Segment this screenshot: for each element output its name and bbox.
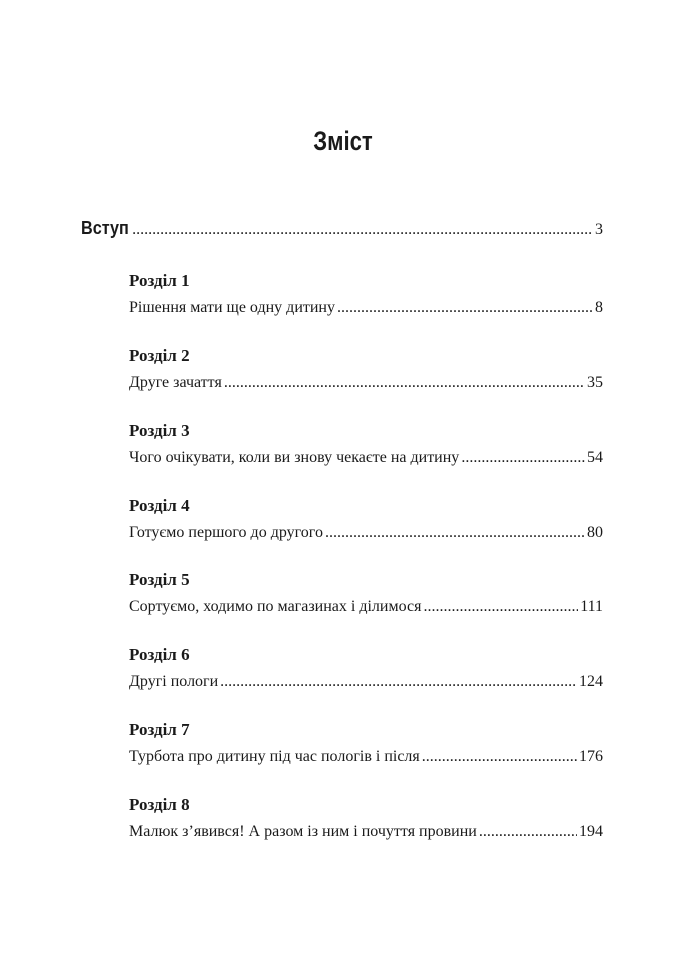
chapter-heading: Розділ 3 — [129, 421, 190, 440]
toc-leader-dots — [461, 448, 585, 468]
toc-entry — [129, 448, 603, 468]
chapter-heading: Розділ 6 — [129, 645, 190, 664]
chapter-heading: Розділ 4 — [129, 496, 190, 515]
toc-leader-dots — [337, 298, 593, 318]
toc-chapter-4 — [129, 496, 603, 543]
toc-leader-dots — [220, 672, 577, 692]
toc-chapter-3 — [129, 421, 603, 468]
chapter-heading: Розділ 5 — [129, 570, 190, 589]
toc-page-number: 35 — [587, 374, 603, 391]
toc-chapter-8 — [129, 795, 603, 842]
toc-entry — [129, 747, 603, 767]
toc-entry — [129, 822, 603, 842]
toc-page-number: 111 — [580, 598, 603, 615]
toc-page-number: 8 — [595, 299, 603, 316]
page-title: Зміст — [313, 126, 373, 156]
toc-leader-dots — [224, 373, 585, 393]
chapter-title: Турбота про дитину під час пологів і після — [129, 748, 420, 765]
toc-entry — [129, 597, 603, 617]
toc-entry — [129, 373, 603, 393]
chapter-title: Друге зачаття — [129, 374, 222, 391]
toc-page-number: 194 — [579, 823, 603, 840]
toc-entry-intro — [81, 218, 603, 239]
toc-entry — [129, 672, 603, 692]
chapter-title: Другі пологи — [129, 673, 219, 690]
toc-leader-dots — [423, 597, 578, 617]
toc-page-number: 80 — [587, 524, 603, 541]
toc-leader-dots — [479, 822, 577, 842]
toc-leader-dots — [132, 221, 593, 239]
toc-leader-dots — [325, 523, 585, 543]
chapter-heading: Розділ 2 — [129, 346, 190, 365]
toc-page-number: 54 — [587, 449, 603, 466]
chapter-title: Чого очікувати, коли ви знову чекаєте на дитину — [129, 449, 460, 466]
toc-page-number: 124 — [579, 673, 603, 690]
toc-entry — [129, 523, 603, 543]
toc-chapter-2 — [129, 346, 603, 393]
chapter-title: Малюк з’явився! А разом із ним і почуття провини — [129, 823, 477, 840]
chapter-title: Готуємо першого до другого — [129, 524, 323, 541]
toc-chapter-1 — [129, 271, 603, 318]
toc-page-number: 176 — [579, 748, 603, 765]
toc-chapter-6 — [129, 645, 603, 692]
chapter-title: Рішення мати ще одну дитину — [129, 299, 335, 316]
toc-page-number: 3 — [595, 221, 603, 238]
toc-chapter-7 — [129, 720, 603, 767]
chapter-heading: Розділ 7 — [129, 720, 190, 739]
toc-leader-dots — [422, 747, 577, 767]
chapter-heading: Розділ 8 — [129, 795, 190, 814]
chapter-title: Сортуємо, ходимо по магазинах і ділимося — [129, 598, 422, 615]
toc-intro-label: Вступ — [81, 218, 129, 238]
toc-chapter-5 — [129, 570, 603, 617]
chapter-heading: Розділ 1 — [129, 271, 190, 290]
toc-entry — [129, 298, 603, 318]
